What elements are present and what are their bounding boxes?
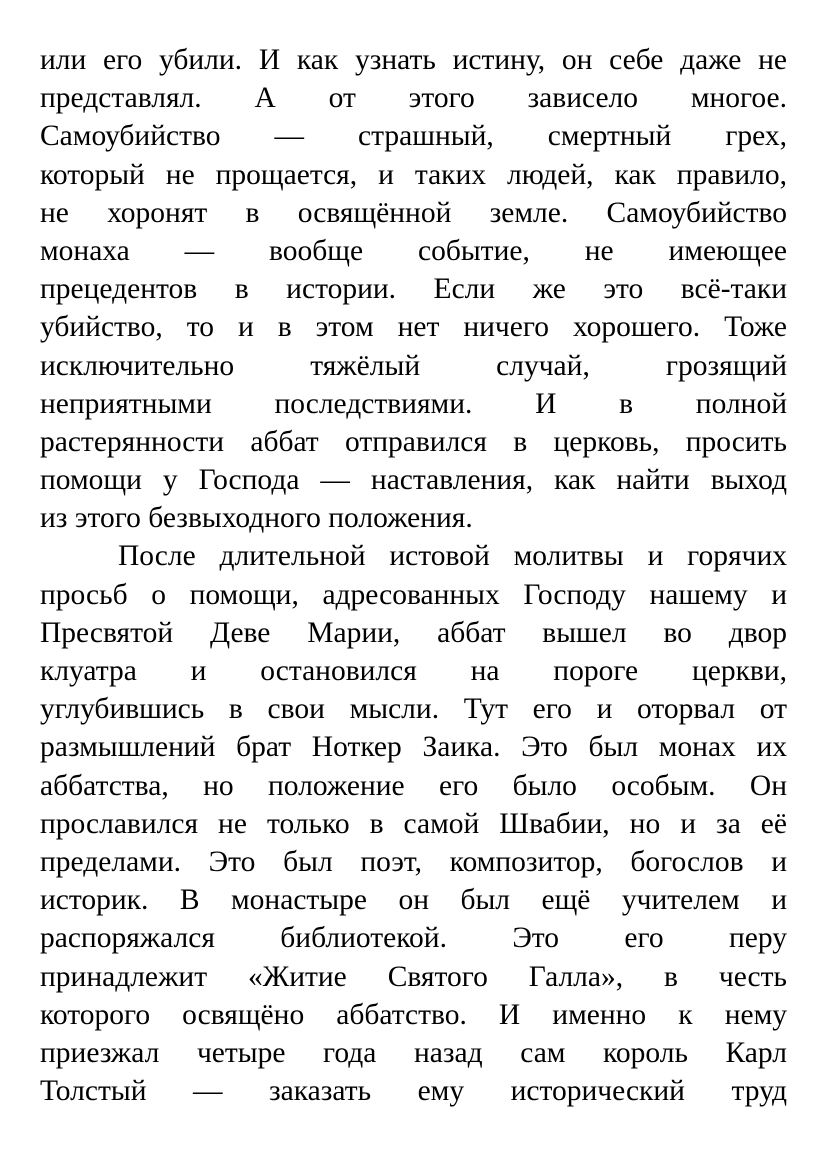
text-line: Самоубийство — страшный, смертный грех, [40,120,787,153]
text-line: неприятными последствиями. И в полной [40,387,787,420]
text-line: клуатра и остановился на пороге церкви, [40,655,787,687]
text-line: Толстый — заказать ему исторический труд [40,1075,787,1108]
text-line: прославился не только в самой Швабии, но и за её [40,807,787,840]
text-line: принадлежит «Житие Святого Галла», в честь [40,960,787,993]
text-line: представлял. А от этого зависело многое. [40,82,787,115]
text-line: который не прощается, и таких людей, как правило, [40,158,787,191]
text-line: приезжал четыре года назад сам король Карл [40,1036,787,1069]
text-line: помощи у Господа — наставления, как найти выход [40,464,787,497]
text-line: размышлений брат Ноткер Заика. Это был монах их [40,731,787,764]
text-line: исключительно тяжёлый случай, грозящий [40,349,787,382]
text-line: просьб о помощи, адресованных Господу нашему и [40,578,787,611]
text-line: Пресвятой Деве Марии, аббат вышел во двор [40,616,787,649]
text-line: После длительной истовой молитвы и горячих [118,540,787,573]
text-line: монаха — вообще событие, не имеющее [40,234,787,267]
text-line: углубившись в свои мысли. Тут его и оторвал от [40,693,787,726]
text-line: распоряжался библиотекой. Это его перу [40,922,787,955]
text-line: прецедентов в истории. Если же это всё-таки [40,273,787,306]
text-line: из этого безвыходного положения. [40,502,473,535]
text-line: историк. В монастыре он был ещё учителем и [40,884,787,917]
paragraph [40,537,787,1110]
paragraph [40,41,787,537]
text-line: которого освящёно аббатство. И именно к нему [40,998,787,1031]
text-line: аббатства, но положение его было особым. Он [40,769,787,802]
text-line: не хоронят в освящённой земле. Самоубийство [40,196,787,229]
text-line: или его убили. И как узнать истину, он себе даже не [40,44,787,76]
text-line: пределами. Это был поэт, композитор, богослов и [40,845,787,878]
text-line: убийство, то и в этом нет ничего хорошего. Тоже [40,311,787,344]
text-line: растерянности аббат отправился в церковь, просить [40,425,787,458]
text-body [40,41,787,1110]
